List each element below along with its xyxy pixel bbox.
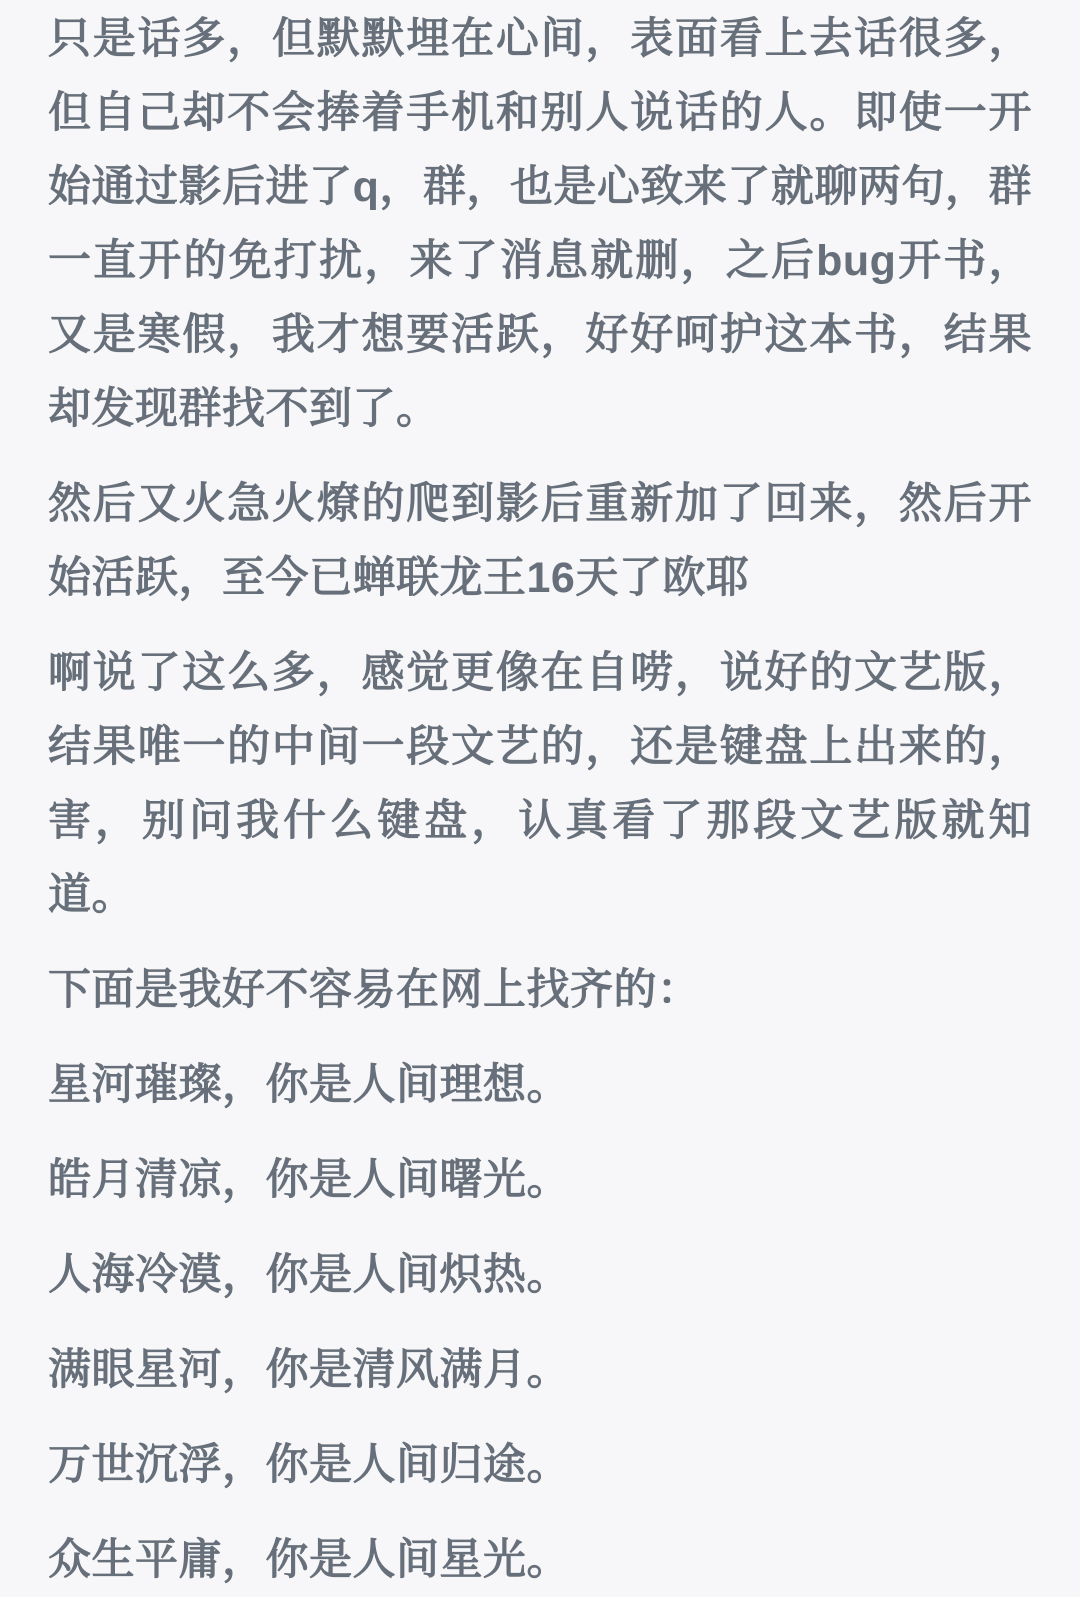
paragraph-text: 然后又火急火燎的爬到影后重新加了回来，然后开始活跃，至今已蝉联龙王16天了欧耶 bbox=[48, 480, 1032, 602]
paragraph-text: 皓月清凉，你是人间曙光。 bbox=[48, 1156, 570, 1204]
paragraph-text: 人海冷漠，你是人间炽热。 bbox=[48, 1251, 570, 1299]
paragraph-text: 下面是我好不容易在网上找齐的： bbox=[48, 966, 701, 1014]
paragraph-text: 星河璀璨，你是人间理想。 bbox=[48, 1061, 570, 1109]
paragraph-text: 满眼星河，你是清风满月。 bbox=[48, 1346, 570, 1394]
paragraph-text: 众生平庸，你是人间星光。 bbox=[48, 1536, 570, 1584]
paragraph-text: 万世沉浮，你是人间归途。 bbox=[48, 1441, 570, 1489]
paragraph-text: 啊说了这么多，感觉更像在自唠，说好的文艺版，结果唯一的中间一段文艺的，还是键盘上出来的，害，别问我什么键盘，认真看了那段文艺版就知道。 bbox=[48, 649, 1032, 919]
paragraph-text: 只是话多，但默默埋在心间，表面看上去话很多，但自己却不会捧着手机和别人说话的人。即使一开始通过影后进了q，群，也是心致来了就聊两句，群一直开的免打扰，来了消息就删，之后bug开书，又是寒假，我才想要活跃，好好呵护这本书，结果却发现群找不到了。 bbox=[48, 15, 1032, 433]
